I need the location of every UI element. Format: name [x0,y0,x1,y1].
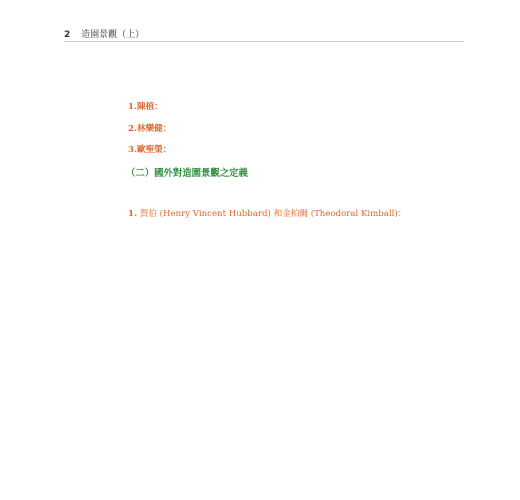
running-header [64,27,144,40]
intro-paragraph [128,78,436,100]
page-number: 2 [64,30,71,40]
list-item-label: 1.陳植： [128,101,163,112]
list-item [128,143,436,165]
page-body [128,78,436,244]
foreign-definition [128,207,436,244]
list-item [128,122,436,144]
list-item-text [162,100,436,115]
book-title: 造園景觀（上） [81,30,145,40]
list-item [128,100,436,122]
domestic-definitions-list [128,100,436,165]
list-item-label: 2.林樂健： [128,123,172,134]
foreign-definition-label: 1. [128,208,137,219]
section-paragraph [128,183,436,205]
foreign-definition-term: 賀伯 (Henry Vincent Hubbard) 和金柏爾 (Theodoral Kimball)： [139,208,407,219]
list-item-label: 3.歐聖榮： [128,145,172,156]
header-divider [64,41,464,42]
list-item-text [162,122,436,137]
list-item-text [162,143,436,158]
foreign-definition-text [140,222,436,237]
section-heading: （二）國外對造園景觀之定義 [126,168,248,180]
